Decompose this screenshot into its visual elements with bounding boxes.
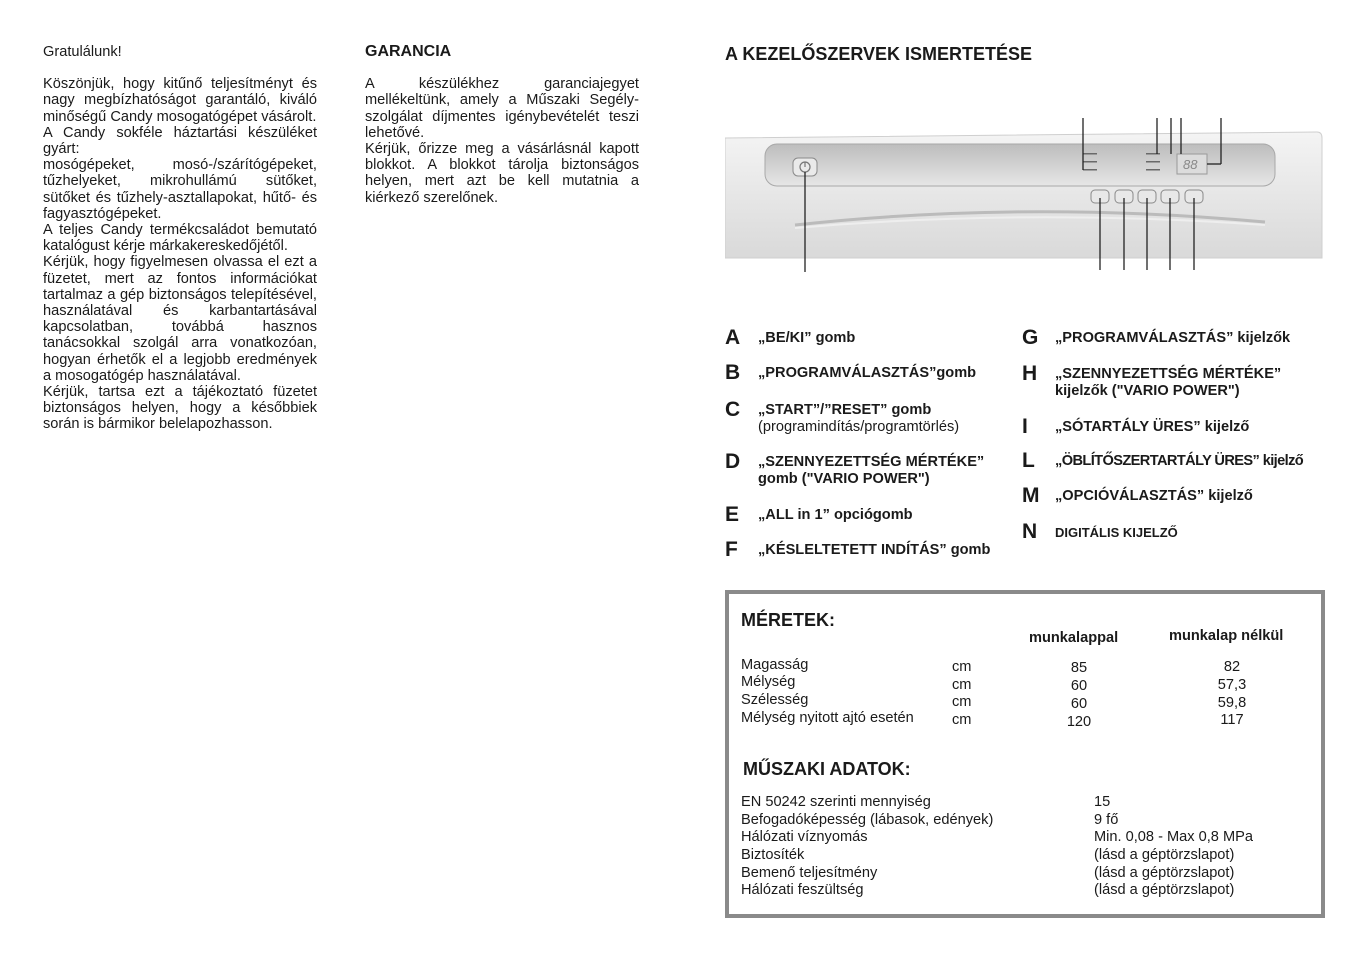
intro-column — [43, 44, 317, 433]
dim-unit-3: cm — [952, 712, 972, 728]
warranty-column — [365, 44, 639, 206]
dim-without-3: 117 — [1220, 712, 1244, 728]
tech-value-4: (lásd a géptörzslapot) — [1094, 865, 1235, 881]
intro-para-2: A Candy sokféle háztartási készüléket gyárt: — [43, 124, 317, 158]
controls-title: A KEZELŐSZERVEK ISMERTETÉSE — [725, 44, 1033, 64]
tech-label-1: Befogadóképesség (lábasok, edények) — [741, 812, 994, 828]
warranty-para-2: Kérjük, őrizze meg a vásárlásnál kapott blokkot. A blokkot tárolja biztonságos helyen, mert azt be kell mutatnia a kiérkező szerelőnek. — [365, 141, 639, 206]
warranty-title: GARANCIA — [365, 43, 452, 60]
intro-para-1: Köszönjük, hogy kitűnő teljesítményt és nagy megbízhatóságot garantáló, kiváló minőségű Candy mosogatógépet vásárolt. — [43, 76, 317, 125]
controls-legend-right — [1022, 326, 1332, 558]
col-header-with-worktop: munkalappal — [1029, 630, 1119, 646]
dim-unit-1: cm — [952, 677, 972, 693]
intro-para-3: mosógépeket, mosó-/szárítógépeket, tűzhelyeket, mikrohullámú sütőket, sütőket és tűzhely-asztallapokat, hűtő- és fagyasztógépeket. — [43, 157, 317, 222]
svg-text:88: 88 — [1183, 157, 1198, 172]
legend-item-b: B „PROGRAMVÁLASZTÁS”gomb — [725, 361, 977, 384]
legend-item-e: E „ALL in 1” opciógomb — [725, 503, 913, 526]
legend-item-l: L „ÖBLÍTŐSZERTARTÁLY ÜRES” kijelző — [1022, 449, 1304, 472]
legend-item-d: D „SZENNYEZETTSÉG MÉRTÉKE” gomb ("VARIO POWER") — [725, 450, 985, 487]
controls-legend-left — [725, 326, 1020, 577]
legend-item-i: I „SÓTARTÁLY ÜRES” kijelző — [1022, 415, 1250, 438]
tech-value-3: (lásd a géptörzslapot) — [1094, 847, 1235, 863]
technical-title: MŰSZAKI ADATOK: — [743, 759, 911, 779]
tech-label-2: Hálózati víznyomás — [741, 829, 868, 845]
legend-item-c: C „START”/”RESET” gomb (programindítás/programtörlés) — [725, 398, 960, 435]
dim-with-2: 60 — [1070, 696, 1088, 712]
dim-without-1: 57,3 — [1217, 677, 1247, 693]
tech-value-5: (lásd a géptörzslapot) — [1094, 882, 1235, 898]
dim-label-1: Mélység — [741, 674, 796, 690]
dim-unit-0: cm — [952, 659, 972, 675]
tech-value-0: 15 — [1094, 794, 1111, 810]
dim-label-2: Szélesség — [741, 692, 809, 708]
legend-item-h: H „SZENNYEZETTSÉG MÉRTÉKE” kijelzők ("VARIO POWER") — [1022, 362, 1282, 399]
legend-item-f: F „KÉSLELTETETT INDÍTÁS” gomb — [725, 538, 991, 561]
dim-without-2: 59,8 — [1217, 695, 1247, 711]
legend-item-m: M „OPCIÓVÁLASZTÁS” kijelző — [1022, 484, 1253, 507]
intro-para-5: Kérjük, hogy figyelmesen olvassa el ezt a füzetet, mert az fontos információkat tartalmaz a gép biztonságos telepítésével, használatával és karbantartásával kapcsolatban, továbbá hasznos tanácsokkal szolgál arra vonatkozóan, hogyan érhetők el a legjobb eredmények a mosogatógép használatával. — [43, 254, 317, 384]
dim-with-1: 60 — [1070, 678, 1088, 694]
tech-label-0: EN 50242 szerinti mennyiség — [741, 794, 931, 810]
warranty-para-1: A készülékhez garanciajegyet mellékeltünk, amely a Műszaki Segély-szolgálat díjmentes igénybevételét teszi lehetővé. — [365, 76, 639, 141]
col-header-without-worktop: munkalap nélkül — [1169, 628, 1284, 644]
dim-with-0: 85 — [1070, 660, 1088, 676]
dim-label-0: Magasság — [741, 657, 809, 673]
dim-with-3: 120 — [1066, 714, 1092, 730]
legend-item-n: N DIGITÁLIS KIJELZŐ — [1022, 520, 1178, 543]
tech-label-4: Bemenő teljesítmény — [741, 865, 878, 881]
dim-label-3: Mélység nyitott ajtó esetén — [741, 710, 914, 726]
specifications-box — [725, 590, 1325, 918]
intro-para-6: Kérjük, tartsa ezt a tájékoztató füzetet biztonságos helyen, hogy a későbbiek során is bármikor belelapozhasson. — [43, 384, 317, 433]
intro-para-4: A teljes Candy termékcsaládot bemutató katalógust kérje márkakereskedőjétől. — [43, 222, 317, 255]
greeting: Gratulálunk! — [43, 44, 122, 60]
dim-without-0: 82 — [1223, 659, 1241, 675]
tech-label-5: Hálózati feszültség — [741, 882, 864, 898]
tech-value-1: 9 fő — [1094, 812, 1119, 828]
legend-item-g: G „PROGRAMVÁLASZTÁS” kijelzők — [1022, 326, 1291, 349]
tech-label-3: Biztosíték — [741, 847, 805, 863]
dimensions-title: MÉRETEK: — [741, 610, 835, 630]
control-panel-illustration — [725, 110, 1325, 275]
dim-unit-2: cm — [952, 694, 972, 710]
legend-item-a: A „BE/KI” gomb — [725, 326, 856, 349]
tech-value-2: Min. 0,08 - Max 0,8 MPa — [1094, 829, 1253, 845]
